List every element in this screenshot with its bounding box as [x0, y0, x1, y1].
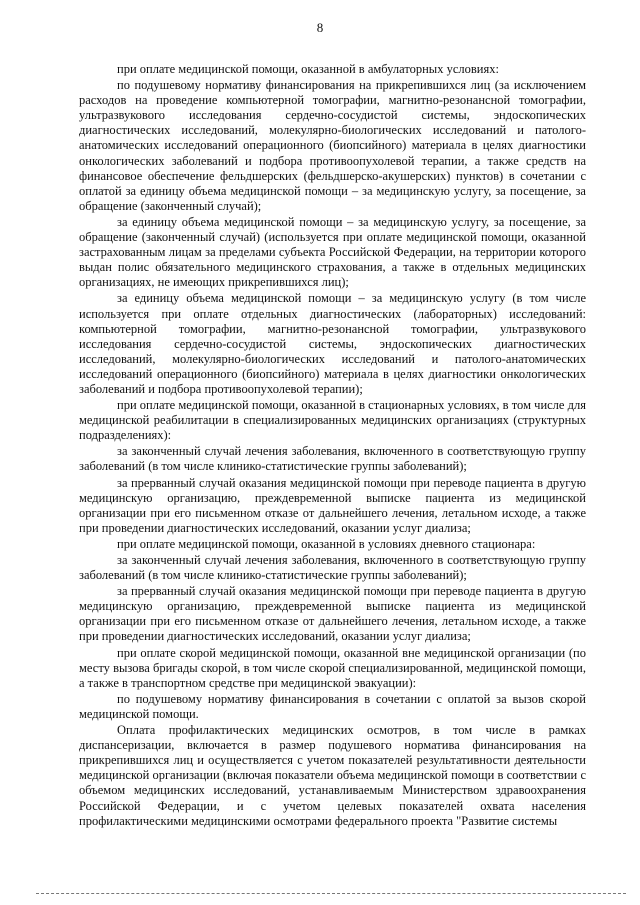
paragraph: при оплате медицинской помощи, оказанной в амбулаторных условиях: — [117, 62, 499, 76]
paragraph: за единицу объема медицинской помощи – за медицинскую услугу, за посещение, за обращение (законченный случай) (используется при оплате медицинской помощи, оказанной застрахованным лицам за пределами субъекта Российской Федерации, на территории которого выдан полис обязательного медицинского страхования, а также в отдельных медицинских организациях, не имеющих прикрепившихся лиц); — [79, 214, 586, 290]
document-body — [79, 62, 586, 829]
paragraph: по подушевому нормативу финансирования на прикрепившихся лиц (за исключением расходов на проведение компьютерной томографии, магнитно-резонансной томографии, ультразвукового исследования сердечно-сосудистой системы, эндоскопических диагностических исследований, молекулярно-биологических исследований и патолого-анатомических исследований операционного (биопсийного) материала в целях диагностики онкологических заболеваний и подбора противоопухолевой терапии, а также средств на финансовое обеспечение фельдшерских (фельдшерско-акушерских) пунктов) в сочетании с оплатой за единицу объема медицинской помощи – за медицинскую услугу, за посещение, за обращение (законченный случай); — [79, 78, 586, 213]
page-number: 8 — [316, 20, 324, 35]
paragraph: за единицу объема медицинской помощи – за медицинскую услугу (в том числе используется при оплате отдельных диагностических (лабораторных) исследований: компьютерной томографии, магнитно-резонансной томографии, ультразвукового исследования сердечно-сосудистой системы, эндоскопических диагностических исследований, молекулярно-биологических исследований и патолого-анатомических исследований операционного (биопсийного) материала в целях диагностики онкологических заболеваний и подбора противоопухолевой терапии); — [79, 291, 586, 396]
paragraph: по подушевому нормативу финансирования в сочетании с оплатой за вызов скорой медицинской помощи. — [79, 691, 586, 721]
paragraph: Оплата профилактических медицинских осмотров, в том числе в рамках диспансеризации, включается в размер подушевого норматива финансирования на прикрепившихся лиц и осуществляется с учетом показателей результативности деятельности медицинской организации (включая показатели объема медицинской помощи в соответствии с объемом медицинских исследований, устанавливаемым Министерством здравоохранения Российской Федерации, и с учетом целевых показателей охвата населения профилактическими медицинскими осмотрами федерального проекта "Развитие системы — [79, 723, 586, 828]
paragraph: при оплате скорой медицинской помощи, оказанной вне медицинской организации (по месту вызова бригады скорой, в том числе скорой специализированной, медицинской помощи, а также в транспортном средстве при медицинской эвакуации): — [79, 645, 586, 690]
paragraph: при оплате медицинской помощи, оказанной в стационарных условиях, в том числе для медицинской реабилитации в специализированных медицинских организациях (структурных подразделениях): — [79, 398, 586, 443]
scan-edge-line — [36, 893, 626, 894]
paragraph: за прерванный случай оказания медицинской помощи при переводе пациента в другую медицинскую организацию, преждевременной выписке пациента из медицинской организации при его письменном отказе от дальнейшего лечения, летальном исходе, а также при проведении диагностических исследований, оказании услуг диализа; — [79, 584, 586, 644]
paragraph: за прерванный случай оказания медицинской помощи при переводе пациента в другую медицинскую организацию, преждевременной выписке пациента из медицинской организации при его письменном отказе от дальнейшего лечения, летальном исходе, а также при проведении диагностических исследований, оказании услуг диализа; — [79, 475, 586, 535]
paragraph: при оплате медицинской помощи, оказанной в условиях дневного стационара: — [117, 536, 536, 551]
paragraph: за законченный случай лечения заболевания, включенного в соответствующую группу заболеваний (в том числе клинико-статистические группы заболеваний); — [79, 444, 586, 474]
paragraph: за законченный случай лечения заболевания, включенного в соответствующую группу заболеваний (в том числе клинико-статистические группы заболеваний); — [79, 553, 586, 583]
